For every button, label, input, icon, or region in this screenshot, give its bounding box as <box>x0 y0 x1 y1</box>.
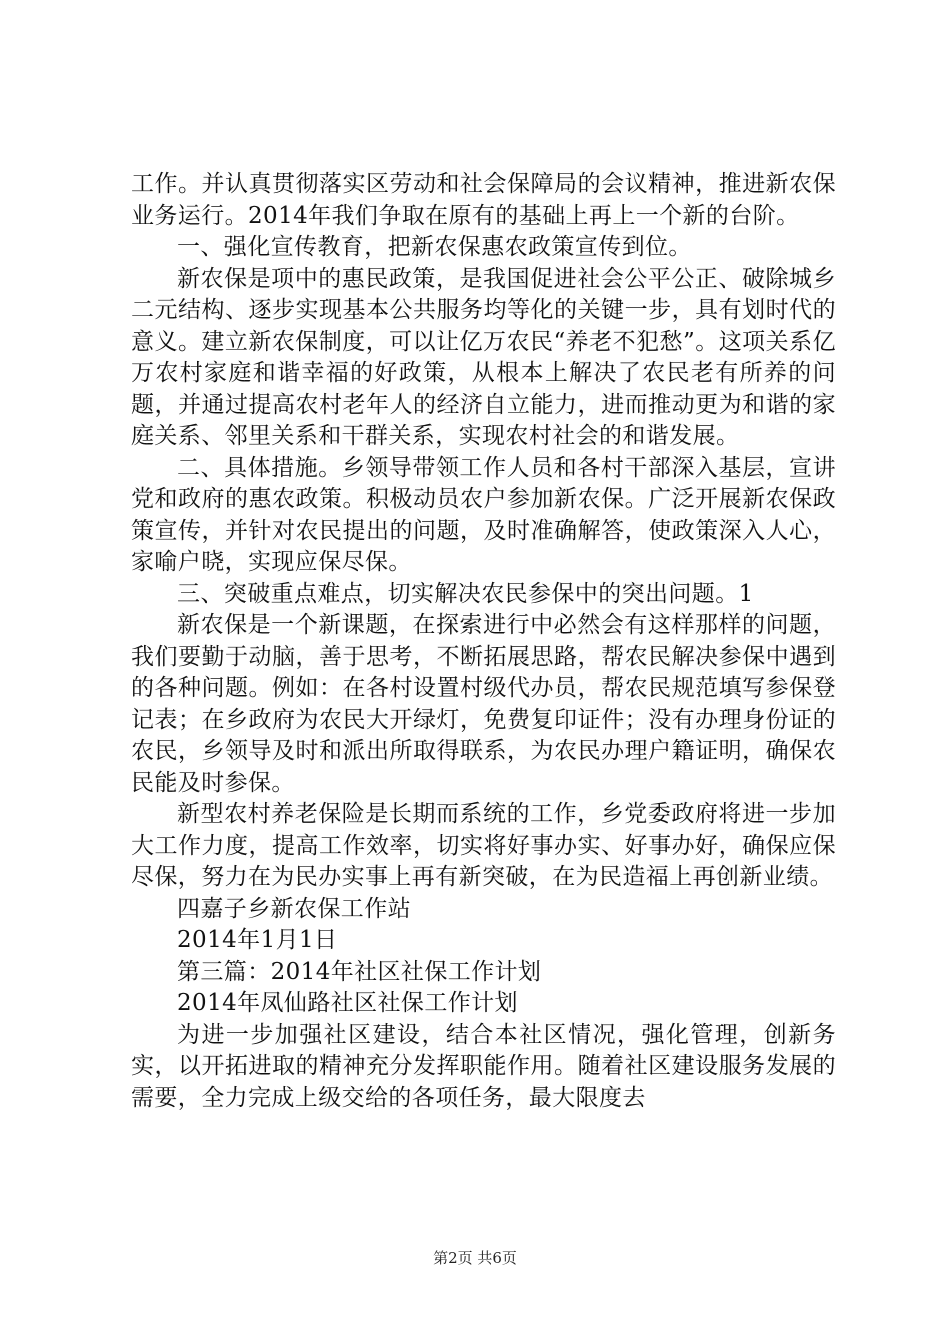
section-heading-2: 二、具体措施。乡领导带领工作人员和各村干部深入基层，宣讲党和政府的惠农政策。积极动员农户参加新农保。广泛开展新农保政策宣传，并针对农民提出的问题，及时准确解答，使政策深入人心，家喻户晓，实现应保尽保。 <box>131 454 836 575</box>
section-heading-1: 一、强化宣传教育，把新农保惠农政策宣传到位。 <box>177 234 692 260</box>
paragraph: 新农保是一个新课题，在探索进行中必然会有这样那样的问题，我们要勤于动脑，善于思考，不断拓展思路，帮农民解决参保中遇到的各种问题。例如：在各村设置村级代办员，帮农民规范填写参保登记表；在乡政府为农民大开绿灯，免费复印证件；没有办理身份证的农民，乡领导及时和派出所取得联系，为农民办理户籍证明，确保农民能及时参保。 <box>131 612 836 796</box>
document-body <box>131 169 836 1114</box>
paragraph: 新农保是项中的惠民政策，是我国促进社会公平公正、破除城乡二元结构、逐步实现基本公共服务均等化的关键一步，具有划时代的意义。建立新农保制度，可以让亿万农民“养老不犯愁”。这项关系亿万农村家庭和谐幸福的好政策，从根本上解决了农民老有所养的问题，并通过提高农村老年人的经济自立能力，进而推动更为和谐的家庭关系、邻里关系和干群关系，实现农村社会的和谐发展。 <box>131 265 836 449</box>
paragraph: 新型农村养老保险是长期而系统的工作，乡党委政府将进一步加大工作力度，提高工作效率，切实将好事办实、好事办好，确保应保尽保，努力在为民办实事上再有新突破，在为民造福上再创新业绩。 <box>131 801 836 890</box>
document-subtitle: 2014年凤仙路社区社保工作计划 <box>177 990 518 1016</box>
page-number-footer: 第2页 共6页 <box>433 1249 517 1267</box>
signature-date: 2014年1月1日 <box>177 927 338 953</box>
signature-organization: 四嘉子乡新农保工作站 <box>177 895 411 922</box>
paragraph-continuation: 工作。并认真贯彻落实区劳动和社会保障局的会议精神，推进新农保业务运行。2014年我们争取在原有的基础上再上一个新的台阶。 <box>131 171 836 229</box>
section-heading-3: 三、突破重点难点，切实解决农民参保中的突出问题。1 <box>177 580 754 607</box>
chapter-title: 第三篇：2014年社区社保工作计划 <box>177 958 542 985</box>
paragraph: 为进一步加强社区建设，结合本社区情况，强化管理，创新务实，以开拓进取的精神充分发挥职能作用。随着社区建设服务发展的需要，全力完成上级交给的各项任务，最大限度去 <box>131 1021 836 1111</box>
